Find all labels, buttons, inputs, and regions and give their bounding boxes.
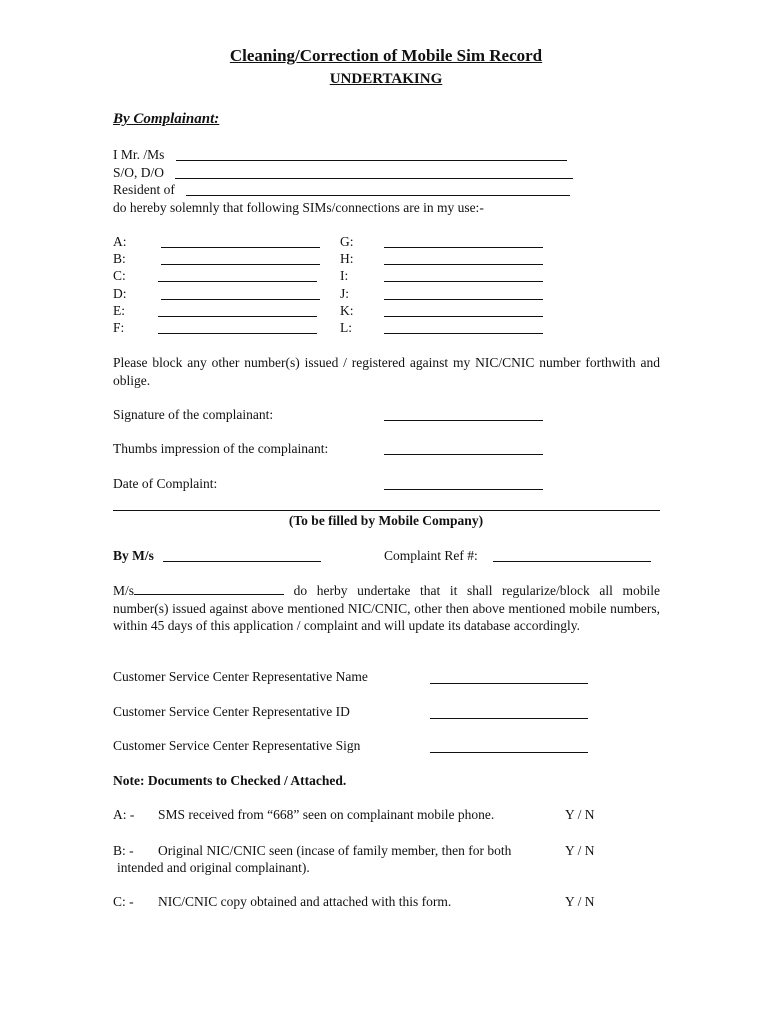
note-key-b: B: - bbox=[113, 843, 134, 858]
rep-sign-label: Customer Service Center Representative Sign bbox=[113, 738, 361, 753]
sim-label-a: A: bbox=[113, 234, 127, 249]
note-text-b-line1: Original NIC/CNIC seen (incase of family member, then for both bbox=[158, 843, 512, 858]
sim-field-k[interactable] bbox=[384, 316, 543, 317]
sim-field-j[interactable] bbox=[384, 299, 543, 300]
date-field[interactable] bbox=[384, 489, 543, 490]
sim-field-d[interactable] bbox=[161, 299, 320, 300]
sim-label-k: K: bbox=[340, 303, 354, 318]
by-ms-field[interactable] bbox=[163, 561, 321, 562]
resident-field[interactable] bbox=[186, 195, 570, 196]
note-text-a: SMS received from “668” seen on complainant mobile phone. bbox=[158, 807, 495, 822]
sim-field-e[interactable] bbox=[158, 316, 317, 317]
note-key-c: C: - bbox=[113, 894, 134, 909]
complaint-ref-label: Complaint Ref #: bbox=[384, 548, 478, 563]
sim-label-j: J: bbox=[340, 286, 350, 301]
sim-label-b: B: bbox=[113, 251, 126, 266]
sim-label-i: I: bbox=[340, 268, 349, 283]
signature-label: Signature of the complainant: bbox=[113, 407, 274, 422]
rep-sign-field[interactable] bbox=[430, 752, 588, 753]
rep-id-field[interactable] bbox=[430, 718, 588, 719]
parent-field[interactable] bbox=[175, 178, 573, 179]
thumb-label: Thumbs impression of the complainant: bbox=[113, 441, 329, 456]
note-text-c: NIC/CNIC copy obtained and attached with this form. bbox=[158, 894, 452, 909]
sim-field-b[interactable] bbox=[161, 264, 320, 265]
name-label: I Mr. /Ms bbox=[113, 147, 165, 162]
block-request-text: Please block any other number(s) issued / registered against my NIC/CNIC number forthwith and oblige. bbox=[113, 355, 660, 388]
note-yn-a[interactable]: Y / N bbox=[565, 807, 595, 822]
resident-label: Resident of bbox=[113, 182, 175, 197]
sim-label-f: F: bbox=[113, 320, 125, 335]
by-ms-label: By M/s bbox=[113, 548, 154, 563]
undertaking-prefix: M/s bbox=[113, 583, 135, 598]
note-key-a: A: - bbox=[113, 807, 135, 822]
sim-field-i[interactable] bbox=[384, 281, 543, 282]
sim-field-f[interactable] bbox=[158, 333, 317, 334]
rep-name-label: Customer Service Center Representative Name bbox=[113, 669, 368, 684]
undertaking-text: do herby undertake that it shall regularize/block all mobile number(s) issued against above mentioned NIC/CNIC, other then above mentioned mobile numbers, within 45 days of this application / complaint and will update its database accordingly. bbox=[113, 583, 660, 633]
company-undertaking bbox=[113, 582, 660, 635]
signature-field[interactable] bbox=[384, 420, 543, 421]
document-title: Cleaning/Correction of Mobile Sim Record bbox=[229, 46, 543, 65]
date-label: Date of Complaint: bbox=[113, 476, 218, 491]
sim-label-e: E: bbox=[113, 303, 125, 318]
notes-heading: Note: Documents to Checked / Attached. bbox=[113, 773, 347, 788]
declaration-text: do hereby solemnly that following SIMs/connections are in my use:- bbox=[113, 200, 484, 215]
sim-field-l[interactable] bbox=[384, 333, 543, 334]
complainant-heading: By Complainant: bbox=[113, 111, 220, 127]
company-name-field[interactable] bbox=[134, 582, 284, 595]
sim-field-g[interactable] bbox=[384, 247, 543, 248]
rep-id-label: Customer Service Center Representative ID bbox=[113, 704, 350, 719]
thumb-field[interactable] bbox=[384, 454, 543, 455]
sim-field-h[interactable] bbox=[384, 264, 543, 265]
sim-field-a[interactable] bbox=[161, 247, 320, 248]
note-yn-c[interactable]: Y / N bbox=[565, 894, 595, 909]
sim-field-c[interactable] bbox=[158, 281, 317, 282]
sim-label-c: C: bbox=[113, 268, 126, 283]
sim-label-g: G: bbox=[340, 234, 354, 249]
name-field[interactable] bbox=[176, 160, 567, 161]
document-subtitle: UNDERTAKING bbox=[329, 71, 443, 87]
rep-name-field[interactable] bbox=[430, 683, 588, 684]
sim-label-h: H: bbox=[340, 251, 354, 266]
section-divider bbox=[113, 510, 660, 511]
company-heading: (To be filled by Mobile Company) bbox=[288, 513, 484, 528]
complaint-ref-field[interactable] bbox=[493, 561, 651, 562]
note-text-b-line2: intended and original complainant). bbox=[117, 860, 310, 875]
parent-label: S/O, D/O bbox=[113, 165, 165, 180]
sim-label-d: D: bbox=[113, 286, 127, 301]
sim-label-l: L: bbox=[340, 320, 352, 335]
note-yn-b[interactable]: Y / N bbox=[565, 843, 595, 858]
